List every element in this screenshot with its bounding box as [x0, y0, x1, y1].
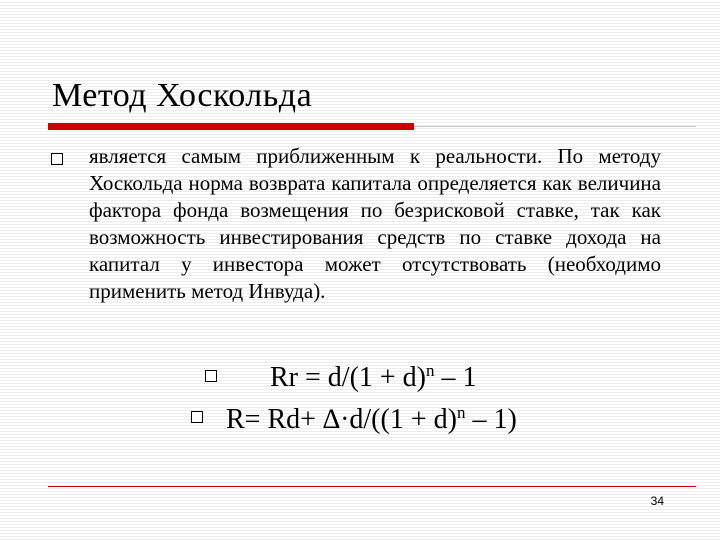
hollow-square-bullet-icon	[205, 370, 217, 382]
slide-title: Метод Хоскольда	[52, 77, 313, 114]
title-accent-bar	[48, 123, 414, 130]
formula-r-base: R= Rd+ ∆·d/((1 + d)	[226, 404, 457, 435]
formula-rr-tail: – 1	[434, 362, 477, 393]
formula-rr	[270, 354, 477, 395]
formula-r-tail: – 1)	[465, 404, 517, 435]
footer-rule	[48, 486, 696, 487]
formula-r-exponent: n	[456, 403, 466, 422]
formula-r	[226, 396, 517, 437]
formula-rr-exponent: n	[426, 361, 435, 380]
hollow-square-bullet-icon	[191, 411, 203, 423]
body-paragraph: является самым приближенным к реальности. По методу Хоскольда норма возврата капитала определяется как величина фактора фонда возмещения по безрисковой ставке, так как возможность инвестирования средств по ставке дохода на капитал у инвестора может отсутствовать (необходимо применить метод Инвуда).	[89, 144, 661, 303]
formula-rr-base: Rr = d/(1 + d)	[270, 362, 427, 393]
hollow-square-bullet-icon	[51, 153, 63, 165]
page-number: 34	[650, 494, 664, 508]
